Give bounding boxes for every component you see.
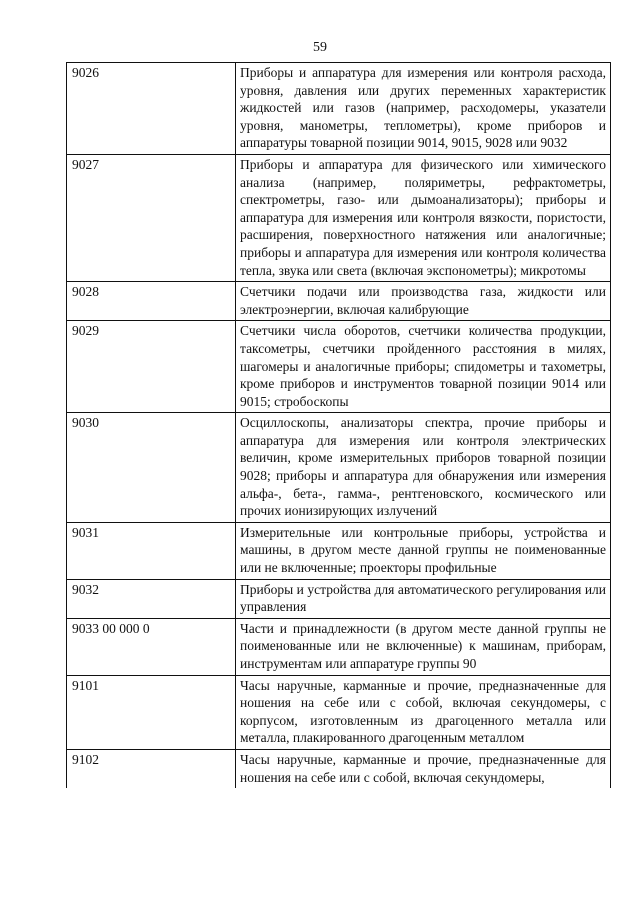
table-row bbox=[67, 321, 611, 413]
table-row bbox=[67, 579, 611, 618]
row-description: Приборы и устройства для автоматического регулирования или управления bbox=[236, 579, 611, 618]
row-code: 9032 bbox=[67, 579, 236, 618]
row-description: Приборы и аппаратура для измерения или контроля расхода, уровня, давления или других переменных характеристик жидкостей или газов (например, расходомеры, указатели уровня, манометры, теплометры), кроме приборов и аппаратуры товарной позиции 9014, 9015, 9028 или 9032 bbox=[236, 63, 611, 155]
table-row bbox=[67, 675, 611, 749]
row-description: Части и принадлежности (в другом месте данной группы не поименованные или не включенные) к машинам, приборам, инструментам или аппаратуре группы 90 bbox=[236, 618, 611, 675]
table-row bbox=[67, 413, 611, 523]
row-code: 9031 bbox=[67, 522, 236, 579]
row-code: 9030 bbox=[67, 413, 236, 523]
row-description: Осциллоскопы, анализаторы спектра, прочие приборы и аппаратура для измерения или контроля электрических величин, кроме измерительных приборов товарной позиции 9028; приборы и аппаратура для обнаружения или измерения альфа-, бета-, гамма-, рентгеновского, космического или прочих ионизирующих излучений bbox=[236, 413, 611, 523]
row-description: Часы наручные, карманные и прочие, предназначенные для ношения на себе или с собой, включая секундомеры, bbox=[236, 749, 611, 788]
row-code: 9101 bbox=[67, 675, 236, 749]
table-row bbox=[67, 522, 611, 579]
row-code: 9029 bbox=[67, 321, 236, 413]
page-number: 59 bbox=[313, 40, 327, 55]
row-code: 9033 00 000 0 bbox=[67, 618, 236, 675]
table-row bbox=[67, 154, 611, 281]
row-description: Счетчики числа оборотов, счетчики количества продукции, таксометры, счетчики пройденного расстояния в милях, шагомеры и аналогичные приборы; спидометры и тахометры, кроме приборов и инструментов товарной позиции 9014 или 9015; стробоскопы bbox=[236, 321, 611, 413]
row-code: 9026 bbox=[67, 63, 236, 155]
table-row bbox=[67, 63, 611, 155]
row-code: 9028 bbox=[67, 282, 236, 321]
table-row bbox=[67, 749, 611, 788]
row-description: Счетчики подачи или производства газа, жидкости или электроэнергии, включая калибрующие bbox=[236, 282, 611, 321]
row-code: 9027 bbox=[67, 154, 236, 281]
row-description: Часы наручные, карманные и прочие, предназначенные для ношения на себе или с собой, включая секундомеры, с корпусом, изготовленным из драгоценного металла или металла, плакированного драгоценным металлом bbox=[236, 675, 611, 749]
table-row bbox=[67, 618, 611, 675]
tariff-table bbox=[66, 62, 611, 788]
row-description: Приборы и аппаратура для физического или химического анализа (например, поляриметры, рефрактометры, спектрометры, газо- или дымоанализаторы); приборы и аппаратура для измерения или контроля вязкости, пористости, расширения, поверхностного натяжения или аналогичные; приборы и аппаратура для измерения или контроля количества тепла, звука или света (включая экспонометры); микротомы bbox=[236, 154, 611, 281]
table-row bbox=[67, 282, 611, 321]
row-code: 9102 bbox=[67, 749, 236, 788]
row-description: Измерительные или контрольные приборы, устройства и машины, в другом месте данной группы не поименованные или не включенные; проекторы профильные bbox=[236, 522, 611, 579]
